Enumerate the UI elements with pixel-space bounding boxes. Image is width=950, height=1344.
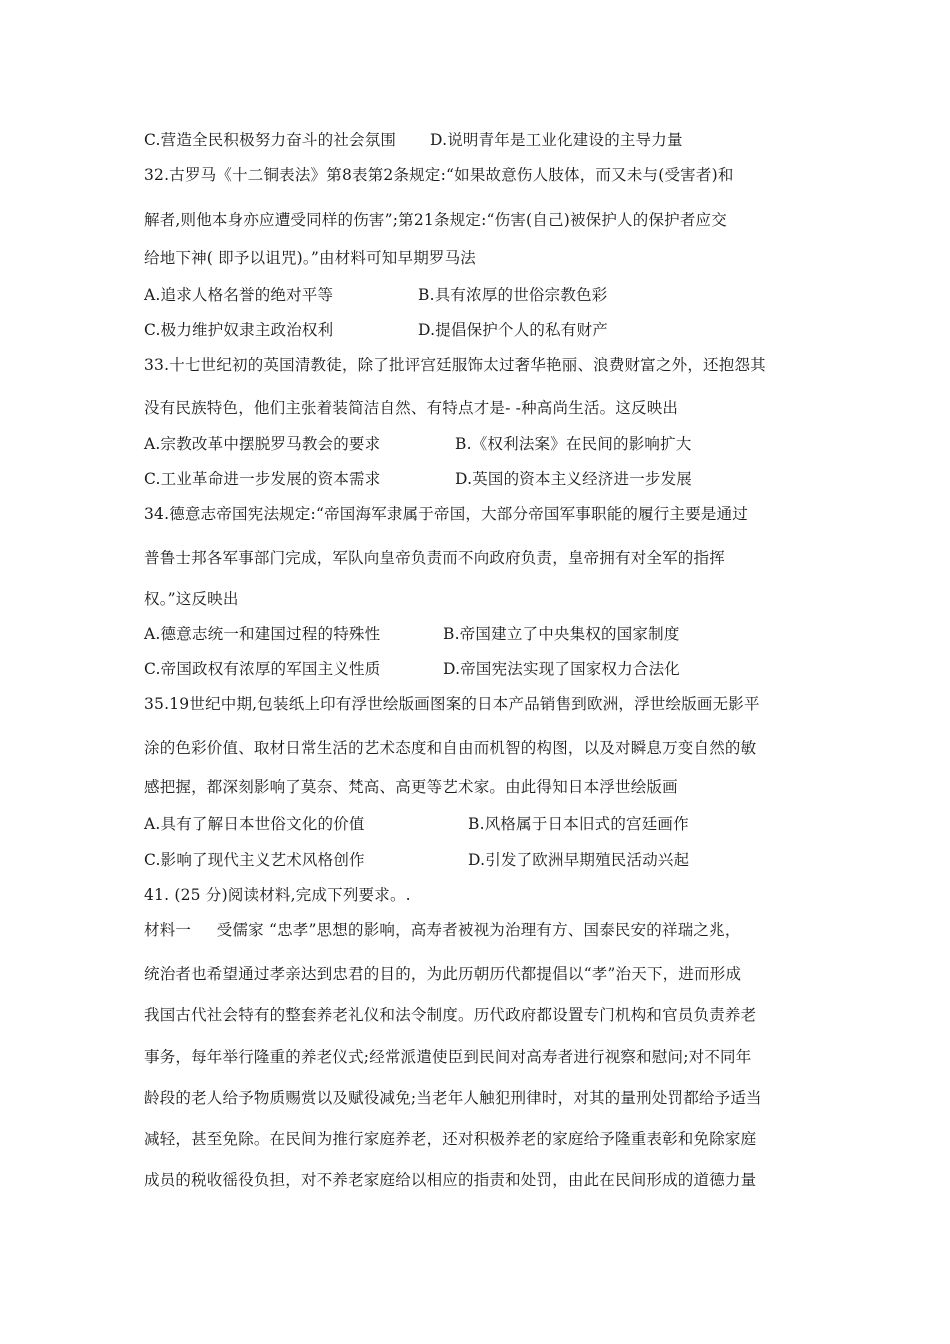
q34-option-c: C.帝国政权有浓厚的军国主义性质 [144, 660, 381, 678]
q34-stem-line-2: 普鲁士邦各军事部门完成，军队向皇帝负责而不向政府负责，皇帝拥有对全军的指挥 [144, 549, 725, 567]
material-1-line-4: 事务，每年举行隆重的养老仪式;经常派遣使臣到民间对高寿者进行视察和慰问;对不同年 [144, 1048, 752, 1066]
q35-stem-line-1: 35.19世纪中期,包装纸上印有浮世绘版画图案的日本产品销售到欧洲，浮世绘版画无影平 [144, 695, 760, 713]
material-1-line-2: 统治者也希望通过孝亲达到忠君的目的，为此历朝历代都提倡以“孝”治天下，进而形成 [144, 965, 742, 983]
q34-option-d: D.帝国宪法实现了国家权力合法化 [443, 660, 681, 678]
q33-option-a: A.宗教改革中摆脱罗马教会的要求 [144, 435, 381, 453]
q32-stem-line-2: 解者,则他本身亦应遭受同样的伤害”;第21条规定:“伤害(自己)被保护人的保护者应交 [144, 211, 727, 229]
q35-option-a: A.具有了解日本世俗文化的价值 [144, 815, 365, 833]
q32-stem-line-1: 32.古罗马《十二铜表法》第8表第2条规定:“如果故意伤人肢体，而又未与(受害者)和 [144, 166, 734, 184]
q41-heading: 41. (25 分)阅读材料,完成下列要求。. [144, 886, 411, 904]
q34-option-b: B.帝国建立了中央集权的国家制度 [443, 625, 680, 643]
q31-option-d: D.说明青年是工业化建设的主导力量 [430, 131, 683, 149]
q34-stem-line-3: 权。”这反映出 [144, 590, 239, 608]
q35-stem-line-3: 感把握，都深刻影响了莫奈、梵高、高更等艺术家。由此得知日本浮世绘版画 [144, 778, 678, 796]
q31-option-c: C.营造全民积极努力奋斗的社会氛围 [144, 131, 397, 149]
q35-option-c: C.影响了现代主义艺术风格创作 [144, 851, 365, 869]
q32-option-b: B.具有浓厚的世俗宗教色彩 [418, 286, 608, 304]
material-1-line-5: 龄段的老人给予物质赐赏以及赋役减免;当老年人触犯刑律时，对其的量刑处罚都给予适当 [144, 1089, 762, 1107]
q32-stem-line-3: 给地下神( 即予以诅咒)。”由材料可知早期罗马法 [144, 249, 476, 267]
q33-stem-line-1: 33.十七世纪初的英国清教徒，除了批评宫廷服饰太过奢华艳丽、浪费财富之外，还抱怨其 [144, 356, 766, 374]
q34-option-a: A.德意志统一和建国过程的特殊性 [144, 625, 381, 643]
q35-stem-line-2: 涂的色彩价值、取材日常生活的艺术态度和自由而机智的构图，以及对瞬息万变自然的敏 [144, 739, 757, 757]
q35-option-b: B.风格属于日本旧式的宫廷画作 [468, 815, 689, 833]
material-1-line-1: 材料一 受儒家 “忠孝”思想的影响，高寿者被视为治理有方、国泰民安的祥瑞之兆， [144, 921, 741, 939]
q32-option-c: C.极力维护奴隶主政治权利 [144, 321, 334, 339]
q32-option-d: D.提倡保护个人的私有财产 [418, 321, 608, 339]
material-1-line-7: 成员的税收徭役负担，对不养老家庭给以相应的指责和处罚，由此在民间形成的道德力量 [144, 1171, 757, 1189]
material-1-line-3: 我国古代社会特有的整套养老礼仪和法令制度。历代政府都设置专门机构和官员负责养老 [144, 1006, 757, 1024]
q33-option-c: C.工业革命进一步发展的资本需求 [144, 470, 381, 488]
material-1-line-6: 减轻，甚至免除。在民间为推行家庭养老，还对积极养老的家庭给予隆重表彰和免除家庭 [144, 1130, 757, 1148]
q33-option-b: B.《权利法案》在民间的影响扩大 [455, 435, 692, 453]
q32-option-a: A.追求人格名誉的绝对平等 [144, 286, 334, 304]
q33-option-d: D.英国的资本主义经济进一步发展 [455, 470, 693, 488]
q35-option-d: D.引发了欧洲早期殖民活动兴起 [468, 851, 690, 869]
q33-stem-line-2: 没有民族特色，他们主张着装简洁自然、有特点才是- -种高尚生活。这反映出 [144, 399, 679, 417]
q34-stem-line-1: 34.德意志帝国宪法规定:“帝国海军隶属于帝国，大部分帝国军事职能的履行主要是通过 [144, 505, 748, 523]
